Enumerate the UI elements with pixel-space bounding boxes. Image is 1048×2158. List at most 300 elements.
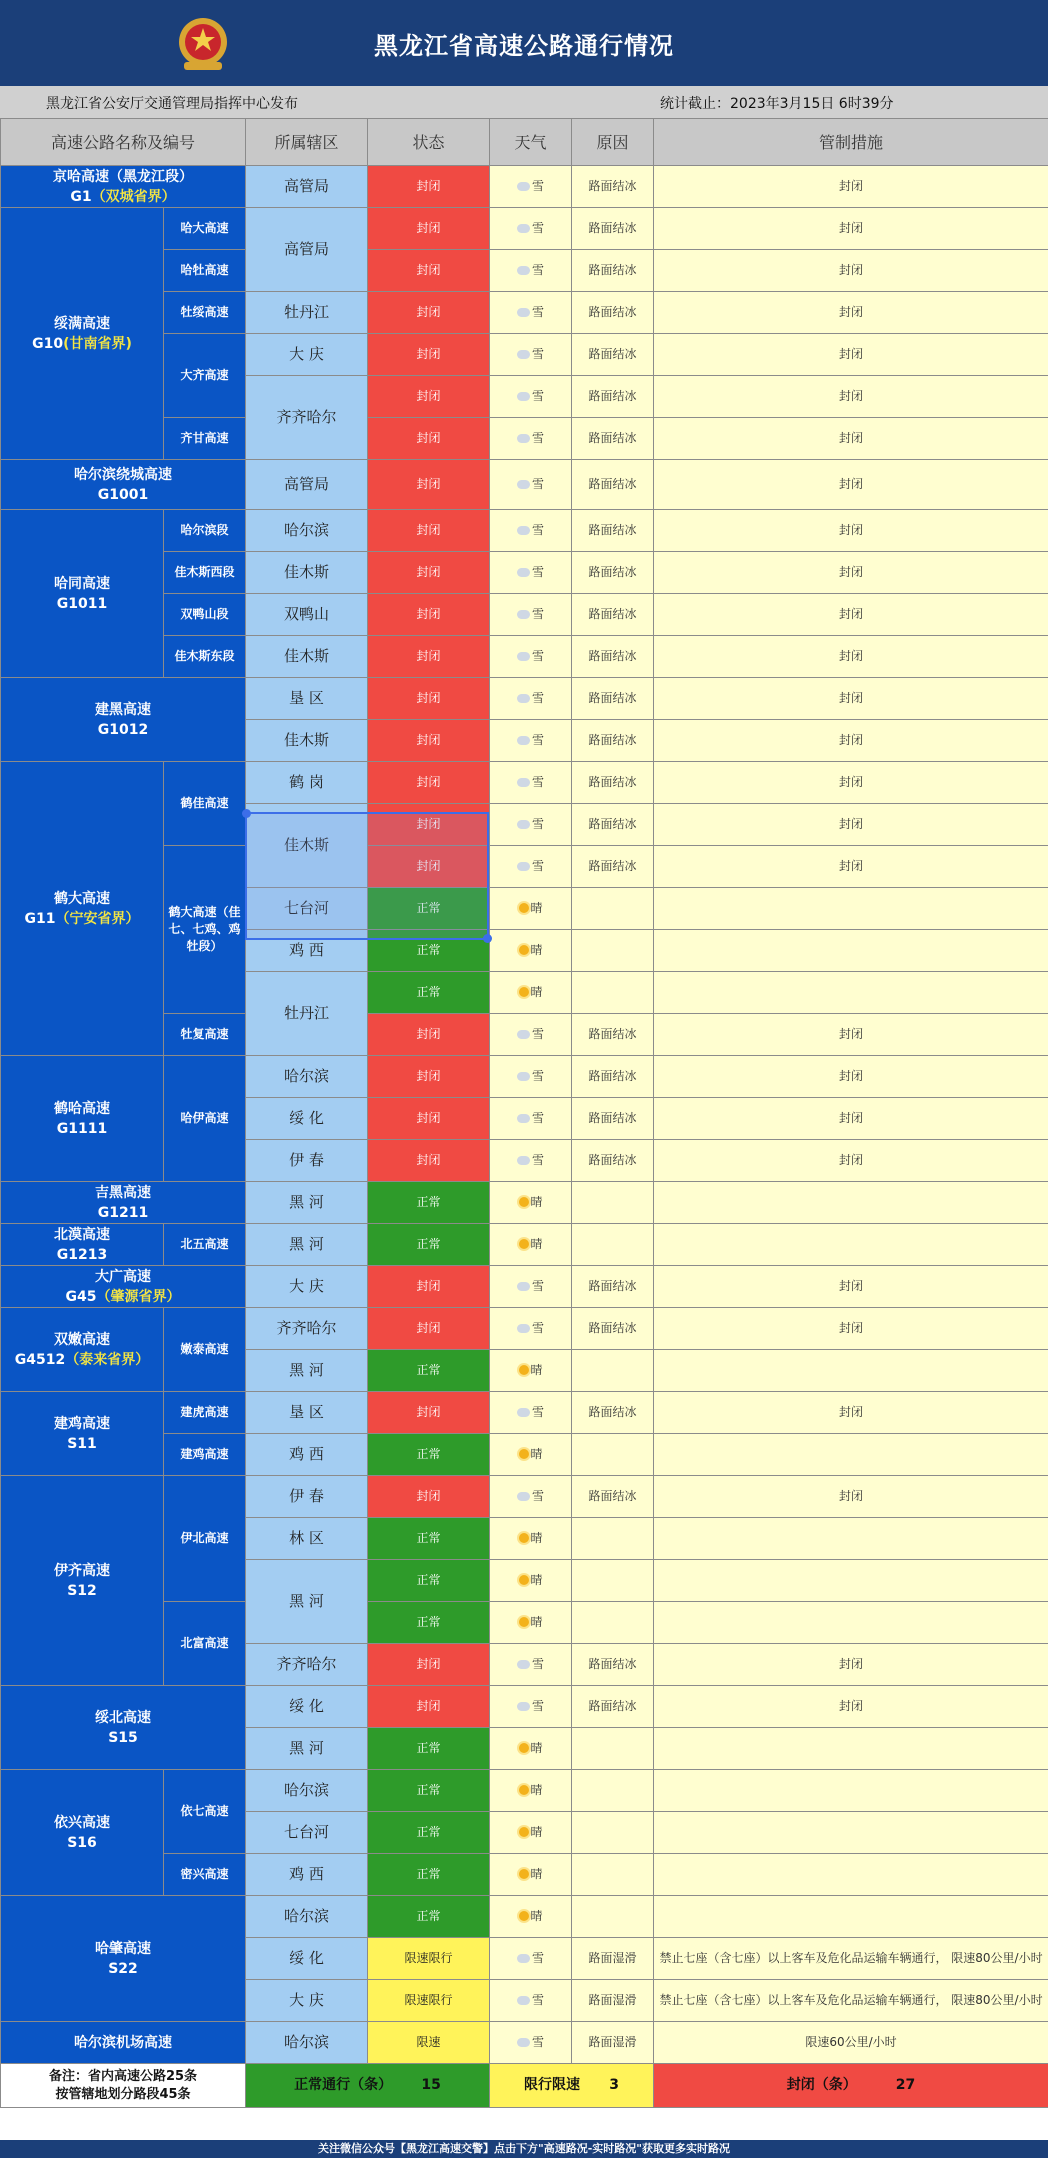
table-row [1,678,1048,720]
weather: 雪 [490,1266,572,1308]
measure [654,888,1048,930]
reason [572,888,654,930]
segment-name: 齐甘高速 [164,418,246,460]
highway-name: 哈尔滨机场高速 [1,2022,246,2064]
weather: 雪 [490,1476,572,1518]
measure: 禁止七座（含七座）以上客车及危化品运输车辆通行， 限速80公里/小时 [654,1938,1048,1980]
highway-name: 建鸡高速 S11 [1,1392,164,1476]
table-header [1,119,1048,166]
reason [572,1854,654,1896]
measure [654,1770,1048,1812]
sun-icon [519,987,529,997]
jurisdiction: 佳木斯 [246,804,368,888]
reason [572,1182,654,1224]
status-badge: 封闭 [368,1686,490,1728]
snow-cloud-icon [517,736,530,745]
snow-cloud-icon [517,1072,530,1081]
status-badge: 正常 [368,1812,490,1854]
reason [572,1434,654,1476]
status-badge: 正常 [368,1224,490,1266]
weather: 晴 [490,1518,572,1560]
reason: 路面结冰 [572,762,654,804]
jurisdiction: 七台河 [246,1812,368,1854]
table-row [1,166,1048,208]
weather: 雪 [490,804,572,846]
weather: 雪 [490,1686,572,1728]
reason: 路面结冰 [572,1266,654,1308]
reason: 路面结冰 [572,460,654,510]
jurisdiction: 双鸭山 [246,594,368,636]
status-badge: 封闭 [368,1266,490,1308]
measure [654,1812,1048,1854]
status-badge: 封闭 [368,846,490,888]
reason: 路面结冰 [572,1308,654,1350]
reason [572,1560,654,1602]
measure: 封闭 [654,418,1048,460]
status-badge: 封闭 [368,1056,490,1098]
snow-cloud-icon [517,224,530,233]
weather: 晴 [490,972,572,1014]
measure: 限速60公里/小时 [654,2022,1048,2064]
status-badge: 封闭 [368,376,490,418]
measure: 封闭 [654,1014,1048,1056]
measure: 封闭 [654,846,1048,888]
table-row [1,1266,1048,1308]
snow-cloud-icon [517,1492,530,1501]
status-badge: 正常 [368,1896,490,1938]
jurisdiction: 鸡 西 [246,1434,368,1476]
col-status: 状态 [368,119,490,166]
reason [572,1350,654,1392]
weather: 晴 [490,1602,572,1644]
snow-cloud-icon [517,694,530,703]
snow-cloud-icon [517,1324,530,1333]
measure: 封闭 [654,720,1048,762]
weather: 晴 [490,1224,572,1266]
status-badge: 正常 [368,1770,490,1812]
snow-cloud-icon [517,1954,530,1963]
reason [572,930,654,972]
measure: 封闭 [654,1476,1048,1518]
jurisdiction: 牡丹江 [246,972,368,1056]
measure: 封闭 [654,334,1048,376]
sun-icon [519,903,529,913]
segment-name: 鹤大高速（佳七、七鸡、鸡牡段） [164,846,246,1014]
segment-name: 嫩泰高速 [164,1308,246,1392]
table-row [1,1224,1048,1266]
page-title: 黑龙江省高速公路通行情况 [374,32,674,60]
footer-bar: 关注微信公众号【黑龙江高速交警】点击下方"高速路况-实时路况"获取更多实时路况 [0,2140,1048,2158]
snow-cloud-icon [517,1996,530,2005]
col-reason: 原因 [572,119,654,166]
status-badge: 限速限行 [368,1980,490,2022]
weather: 雪 [490,376,572,418]
jurisdiction: 黑 河 [246,1560,368,1644]
reason [572,972,654,1014]
weather: 雪 [490,1014,572,1056]
measure: 封闭 [654,376,1048,418]
weather: 晴 [490,1728,572,1770]
jurisdiction: 绥 化 [246,1098,368,1140]
segment-name: 北富高速 [164,1602,246,1686]
measure: 封闭 [654,166,1048,208]
highway-name: 双嫩高速 G4512（泰来省界） [1,1308,164,1392]
publisher: 黑龙江省公安厅交通管理局指挥中心发布 [46,96,298,112]
status-badge: 封闭 [368,166,490,208]
jurisdiction: 牡丹江 [246,292,368,334]
reason: 路面结冰 [572,1686,654,1728]
reason: 路面结冰 [572,1014,654,1056]
table-row [1,1476,1048,1518]
status-badge: 封闭 [368,460,490,510]
snow-cloud-icon [517,862,530,871]
measure [654,1854,1048,1896]
reason: 路面结冰 [572,250,654,292]
status-badge: 正常 [368,1560,490,1602]
snow-cloud-icon [517,1156,530,1165]
highway-name: 哈尔滨绕城高速 G1001 [1,460,246,510]
status-badge: 封闭 [368,1644,490,1686]
table-row [1,208,1048,250]
reason: 路面结冰 [572,418,654,460]
status-badge: 正常 [368,1518,490,1560]
jurisdiction: 哈尔滨 [246,2022,368,2064]
snow-cloud-icon [517,2038,530,2047]
measure: 封闭 [654,208,1048,250]
measure: 禁止七座（含七座）以上客车及危化品运输车辆通行， 限速80公里/小时 [654,1980,1048,2022]
jurisdiction: 高管局 [246,166,368,208]
jurisdiction: 大 庆 [246,1980,368,2022]
weather: 晴 [490,1350,572,1392]
weather: 雪 [490,762,572,804]
measure: 封闭 [654,762,1048,804]
reason [572,1896,654,1938]
weather: 雪 [490,334,572,376]
snow-cloud-icon [517,526,530,535]
segment-name: 北五高速 [164,1224,246,1266]
segment-name: 牡复高速 [164,1014,246,1056]
weather: 晴 [490,1812,572,1854]
reason: 路面结冰 [572,846,654,888]
jurisdiction: 鸡 西 [246,1854,368,1896]
measure: 封闭 [654,460,1048,510]
reason: 路面结冰 [572,292,654,334]
segment-name: 伊北高速 [164,1476,246,1602]
measure: 封闭 [654,552,1048,594]
jurisdiction: 齐齐哈尔 [246,376,368,460]
weather: 晴 [490,1770,572,1812]
weather: 雪 [490,1644,572,1686]
measure: 封闭 [654,1392,1048,1434]
status-badge: 封闭 [368,510,490,552]
jurisdiction: 高管局 [246,460,368,510]
status-badge: 封闭 [368,552,490,594]
sun-icon [519,1827,529,1837]
highway-name: 依兴高速 S16 [1,1770,164,1896]
measure: 封闭 [654,1686,1048,1728]
segment-name: 建虎高速 [164,1392,246,1434]
weather: 雪 [490,1980,572,2022]
weather: 雪 [490,2022,572,2064]
status-badge: 正常 [368,930,490,972]
measure [654,1182,1048,1224]
measure [654,972,1048,1014]
reason: 路面湿滑 [572,1938,654,1980]
status-badge: 正常 [368,972,490,1014]
col-measures: 管制措施 [654,119,1048,166]
col-jurisdiction: 所属辖区 [246,119,368,166]
weather: 晴 [490,1560,572,1602]
reason: 路面结冰 [572,1056,654,1098]
jurisdiction: 哈尔滨 [246,1896,368,1938]
snow-cloud-icon [517,1114,530,1123]
col-highway: 高速公路名称及编号 [1,119,246,166]
weather: 雪 [490,552,572,594]
highway-name: 建黑高速 G1012 [1,678,246,762]
reason: 路面湿滑 [572,2022,654,2064]
weather: 晴 [490,888,572,930]
snow-cloud-icon [517,652,530,661]
status-badge: 封闭 [368,334,490,376]
sun-icon [519,1743,529,1753]
status-badge: 封闭 [368,418,490,460]
jurisdiction: 黑 河 [246,1350,368,1392]
reason: 路面结冰 [572,1392,654,1434]
jurisdiction: 黑 河 [246,1728,368,1770]
measure: 封闭 [654,804,1048,846]
snow-cloud-icon [517,1702,530,1711]
status-badge: 正常 [368,1728,490,1770]
status-badge: 限速限行 [368,1938,490,1980]
measure: 封闭 [654,1140,1048,1182]
status-badge: 封闭 [368,1014,490,1056]
traffic-table [0,118,1048,2108]
segment-name: 佳木斯西段 [164,552,246,594]
measure [654,1350,1048,1392]
measure [654,1602,1048,1644]
weather: 晴 [490,1434,572,1476]
header-bar [0,0,1048,86]
snow-cloud-icon [517,820,530,829]
reason [572,1224,654,1266]
measure [654,930,1048,972]
table-row [1,1770,1048,1812]
table-row [1,460,1048,510]
highway-name: 京哈高速（黑龙江段） G1（双城省界） [1,166,246,208]
table-row [1,1308,1048,1350]
table-row [1,2022,1048,2064]
status-badge: 封闭 [368,1098,490,1140]
table-row [1,1182,1048,1224]
measure: 封闭 [654,510,1048,552]
snow-cloud-icon [517,1282,530,1291]
closed-summary: 封闭（条） 27 [654,2064,1048,2108]
jurisdiction: 哈尔滨 [246,1770,368,1812]
reason: 路面结冰 [572,1098,654,1140]
segment-name: 佳木斯东段 [164,636,246,678]
stat-time: 统计截止：2023年3月15日 6时39分 [660,96,894,112]
snow-cloud-icon [517,182,530,191]
status-badge: 封闭 [368,762,490,804]
reason [572,1728,654,1770]
sun-icon [519,1239,529,1249]
jurisdiction: 佳木斯 [246,552,368,594]
table-row [1,1392,1048,1434]
status-badge: 封闭 [368,1308,490,1350]
sun-icon [519,1575,529,1585]
measure: 封闭 [654,1098,1048,1140]
weather: 晴 [490,1896,572,1938]
status-badge: 正常 [368,888,490,930]
normal-summary: 正常通行（条） 15 [246,2064,490,2108]
jurisdiction: 黑 河 [246,1224,368,1266]
table-row [1,510,1048,552]
highway-name: 伊齐高速 S12 [1,1476,164,1686]
jurisdiction: 鹤 岗 [246,762,368,804]
reason: 路面结冰 [572,720,654,762]
status-badge: 封闭 [368,636,490,678]
measure: 封闭 [654,1308,1048,1350]
status-badge: 封闭 [368,1476,490,1518]
highway-name: 哈肇高速 S22 [1,1896,246,2022]
status-badge: 正常 [368,1854,490,1896]
highway-name: 绥满高速 G10(甘南省界) [1,208,164,460]
measure: 封闭 [654,594,1048,636]
table-row [1,762,1048,804]
reason: 路面结冰 [572,208,654,250]
weather: 雪 [490,1140,572,1182]
measure: 封闭 [654,1056,1048,1098]
status-badge: 正常 [368,1434,490,1476]
status-badge: 封闭 [368,1140,490,1182]
segment-name: 密兴高速 [164,1854,246,1896]
status-badge: 正常 [368,1350,490,1392]
measure: 封闭 [654,636,1048,678]
segment-name: 哈大高速 [164,208,246,250]
weather: 雪 [490,594,572,636]
jurisdiction: 垦 区 [246,1392,368,1434]
status-badge: 封闭 [368,720,490,762]
jurisdiction: 佳木斯 [246,720,368,762]
snow-cloud-icon [517,392,530,401]
sun-icon [519,1197,529,1207]
jurisdiction: 伊 春 [246,1140,368,1182]
snow-cloud-icon [517,266,530,275]
measure [654,1434,1048,1476]
reason: 路面结冰 [572,510,654,552]
jurisdiction: 齐齐哈尔 [246,1308,368,1350]
measure: 封闭 [654,250,1048,292]
jurisdiction: 黑 河 [246,1182,368,1224]
weather: 雪 [490,250,572,292]
snow-cloud-icon [517,1030,530,1039]
segment-name: 哈牡高速 [164,250,246,292]
segment-name: 哈尔滨段 [164,510,246,552]
weather: 雪 [490,418,572,460]
jurisdiction: 鸡 西 [246,930,368,972]
measure: 封闭 [654,678,1048,720]
summary-note: 备注：省内高速公路25条 按管辖地划分路段45条 [1,2064,246,2108]
jurisdiction: 垦 区 [246,678,368,720]
sun-icon [519,1365,529,1375]
jurisdiction: 大 庆 [246,1266,368,1308]
snow-cloud-icon [517,308,530,317]
snow-cloud-icon [517,1408,530,1417]
jurisdiction: 哈尔滨 [246,510,368,552]
snow-cloud-icon [517,1660,530,1669]
jurisdiction: 哈尔滨 [246,1056,368,1098]
sun-icon [519,1911,529,1921]
limit-summary: 限行限速 3 [490,2064,654,2108]
sun-icon [519,945,529,955]
reason [572,1602,654,1644]
measure [654,1224,1048,1266]
jurisdiction: 高管局 [246,208,368,292]
measure [654,1518,1048,1560]
reason [572,1770,654,1812]
weather: 雪 [490,208,572,250]
weather: 雪 [490,1098,572,1140]
reason: 路面结冰 [572,1140,654,1182]
status-badge: 正常 [368,1182,490,1224]
snow-cloud-icon [517,568,530,577]
reason [572,1812,654,1854]
segment-name: 依七高速 [164,1770,246,1854]
measure: 封闭 [654,1644,1048,1686]
reason: 路面结冰 [572,334,654,376]
snow-cloud-icon [517,610,530,619]
weather: 雪 [490,1938,572,1980]
status-badge: 封闭 [368,250,490,292]
jurisdiction: 齐齐哈尔 [246,1644,368,1686]
highway-name: 鹤大高速 G11（宁安省界） [1,762,164,1056]
jurisdiction: 佳木斯 [246,636,368,678]
status-badge: 正常 [368,1602,490,1644]
weather: 雪 [490,460,572,510]
segment-name: 建鸡高速 [164,1434,246,1476]
highway-name: 大广高速 G45（肇源省界） [1,1266,246,1308]
reason: 路面结冰 [572,552,654,594]
highway-name: 北漠高速 G1213 [1,1224,164,1266]
reason: 路面结冰 [572,804,654,846]
status-badge: 封闭 [368,594,490,636]
sun-icon [519,1533,529,1543]
segment-name: 鹤佳高速 [164,762,246,846]
sun-icon [519,1785,529,1795]
weather: 雪 [490,1392,572,1434]
status-badge: 封闭 [368,678,490,720]
jurisdiction: 绥 化 [246,1686,368,1728]
status-badge: 封闭 [368,292,490,334]
weather: 晴 [490,1854,572,1896]
measure: 封闭 [654,1266,1048,1308]
weather: 雪 [490,678,572,720]
weather: 晴 [490,1182,572,1224]
weather: 雪 [490,1308,572,1350]
table-row [1,1056,1048,1098]
snow-cloud-icon [517,434,530,443]
highway-name: 哈同高速 G1011 [1,510,164,678]
weather: 雪 [490,1056,572,1098]
reason: 路面结冰 [572,1644,654,1686]
reason: 路面结冰 [572,678,654,720]
measure: 封闭 [654,292,1048,334]
reason: 路面湿滑 [572,1980,654,2022]
weather: 雪 [490,166,572,208]
table-row [1,1686,1048,1728]
highway-name: 绥北高速 S15 [1,1686,246,1770]
snow-cloud-icon [517,778,530,787]
